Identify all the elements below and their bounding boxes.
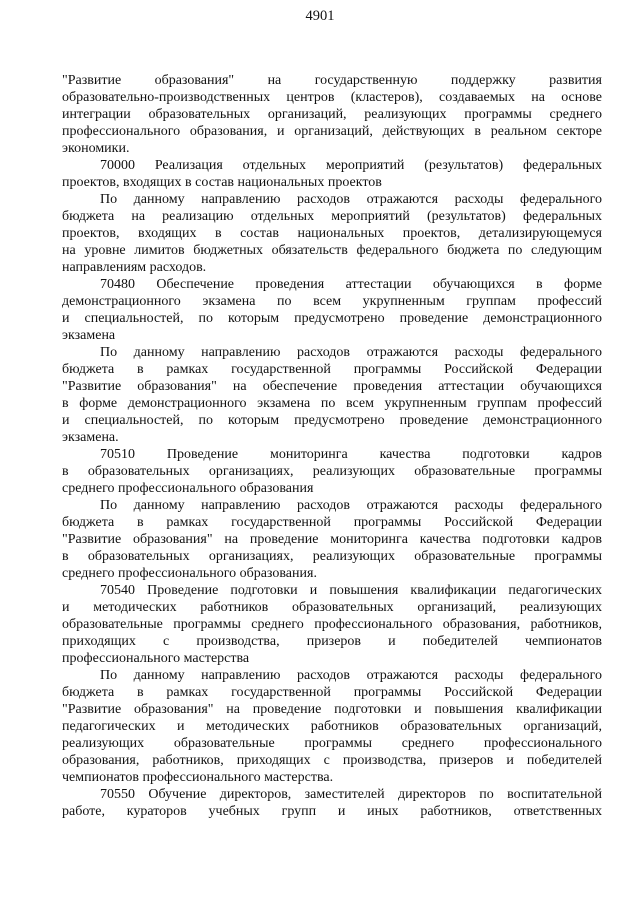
document-body: [62, 72, 602, 820]
text-line: экономики.: [62, 141, 130, 156]
text-line: 70540 Проведение подготовки и повышения квалификации педагогических: [100, 583, 602, 598]
text-line: интеграции образовательных организаций, реализующих программы среднего: [62, 107, 602, 122]
paragraph: [62, 72, 602, 157]
text-line: образования, работников, приходящих с производства, призеров и победителей: [62, 753, 602, 768]
text-line: профессионального мастерства: [62, 651, 250, 666]
text-line: По данному направлению расходов отражаются расходы федерального: [100, 192, 602, 207]
text-line: проектов, входящих в состав национальных проектов: [62, 175, 382, 190]
paragraph: [62, 157, 602, 191]
text-line: По данному направлению расходов отражаются расходы федерального: [100, 668, 602, 683]
text-line: бюджета в рамках государственной программы Российской Федерации: [62, 515, 602, 530]
text-line: в форме демонстрационного экзамена по всем укрупненным группам профессий: [62, 396, 602, 411]
text-line: 70000 Реализация отдельных мероприятий (результатов) федеральных: [100, 158, 602, 173]
paragraph: [62, 497, 602, 582]
text-line: демонстрационного экзамена по всем укрупненным группам профессий: [62, 294, 602, 309]
text-line: По данному направлению расходов отражаются расходы федерального: [100, 345, 602, 360]
paragraph: [62, 446, 602, 497]
text-line: реализующих образовательные программы среднего профессионального: [62, 736, 602, 751]
text-line: на уровне лимитов бюджетных обязательств федерального бюджета по следующим: [62, 243, 602, 258]
text-line: работе, кураторов учебных групп и иных работников, ответственных: [62, 804, 602, 819]
text-line: и специальностей, по которым предусмотрено проведение демонстрационного: [62, 311, 602, 326]
text-line: и методических работников образовательных организаций, реализующих: [62, 600, 602, 615]
paragraph: [62, 667, 602, 786]
text-line: среднего профессионального образования: [62, 481, 314, 496]
text-line: направлениям расходов.: [62, 260, 207, 275]
text-line: бюджета в рамках государственной программы Российской Федерации: [62, 685, 602, 700]
text-line: По данному направлению расходов отражаются расходы федерального: [100, 498, 602, 513]
paragraph: [62, 276, 602, 344]
text-line: бюджета на реализацию отдельных мероприятий (результатов) федеральных: [62, 209, 602, 224]
page-number: 4901: [305, 8, 335, 24]
paragraph: [62, 191, 602, 276]
text-line: образовательные программы среднего профессионального образования, работников,: [62, 617, 602, 632]
text-line: педагогических и методических работников образовательных организаций,: [62, 719, 602, 734]
text-line: в образовательных организациях, реализующих образовательные программы: [62, 464, 602, 479]
text-line: "Развитие образования" на проведение подготовки и повышения квалификации: [62, 702, 602, 717]
paragraph: [62, 344, 602, 446]
text-line: среднего профессионального образования.: [62, 566, 317, 581]
paragraph: [62, 582, 602, 667]
text-line: экзамена: [62, 328, 116, 343]
text-line: чемпионатов профессионального мастерства.: [62, 770, 334, 785]
text-line: 70550 Обучение директоров, заместителей директоров по воспитательной: [100, 787, 602, 802]
text-line: "Развитие образования" на государственную поддержку развития: [62, 73, 602, 88]
text-line: проектов, входящих в состав национальных проектов, детализирующемуся: [62, 226, 602, 241]
text-line: 70510 Проведение мониторинга качества подготовки кадров: [100, 447, 602, 462]
text-line: "Развитие образования" на обеспечение проведения аттестации обучающихся: [62, 379, 602, 394]
text-line: 70480 Обеспечение проведения аттестации обучающихся в форме: [100, 277, 602, 292]
text-line: в образовательных организациях, реализующих образовательные программы: [62, 549, 602, 564]
text-line: образовательно-производственных центров (кластеров), создаваемых на основе: [62, 90, 602, 105]
text-line: профессионального образования, и организаций, действующих в реальном секторе: [62, 124, 602, 139]
paragraph: [62, 786, 602, 820]
text-line: приходящих с производства, призеров и победителей чемпионатов: [62, 634, 602, 649]
text-line: и специальностей, по которым предусмотрено проведение демонстрационного: [62, 413, 602, 428]
text-line: "Развитие образования" на проведение мониторинга качества подготовки кадров: [62, 532, 602, 547]
text-line: экзамена.: [62, 430, 119, 445]
text-line: бюджета в рамках государственной программы Российской Федерации: [62, 362, 602, 377]
